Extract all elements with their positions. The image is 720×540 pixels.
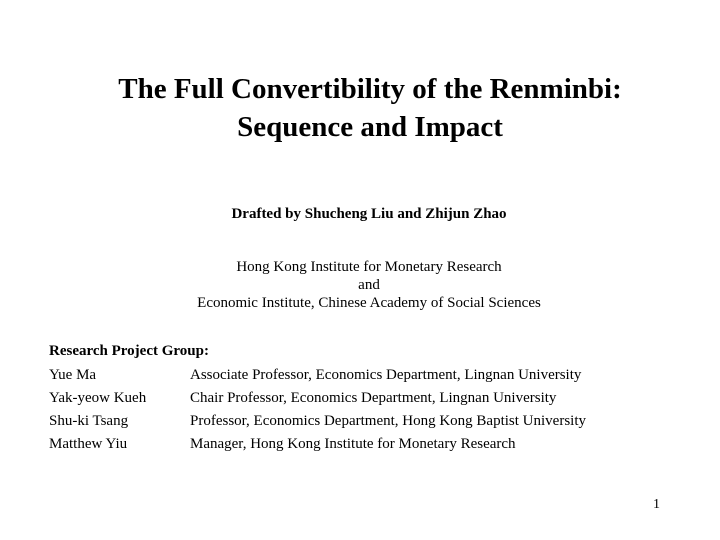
institutes-block xyxy=(0,258,720,312)
title-line-1: The Full Convertibility of the Renminbi: xyxy=(118,73,622,105)
member-row xyxy=(49,389,689,412)
member-role: Manager, Hong Kong Institute for Monetary Research xyxy=(190,436,516,452)
member-row xyxy=(49,412,689,435)
member-row xyxy=(49,435,689,458)
member-name: Matthew Yiu xyxy=(49,436,128,452)
member-name: Yue Ma xyxy=(49,367,97,383)
member-role: Associate Professor, Economics Department, Lingnan University xyxy=(190,367,582,383)
member-role: Chair Professor, Economics Department, Lingnan University xyxy=(190,390,557,406)
slide-title xyxy=(40,70,700,146)
member-role: Professor, Economics Department, Hong Kong Baptist University xyxy=(190,413,587,429)
member-name: Shu-ki Tsang xyxy=(49,413,129,429)
member-name: Yak-yeow Kueh xyxy=(49,390,147,406)
member-list xyxy=(49,366,689,458)
page-number: 1 xyxy=(653,497,660,512)
institute-hkimr: Hong Kong Institute for Monetary Research xyxy=(236,259,502,275)
title-line-2: Sequence and Impact xyxy=(237,111,503,143)
member-row xyxy=(49,366,689,389)
institute-joiner: and xyxy=(358,277,380,293)
drafted-by-line: Drafted by Shucheng Liu and Zhijun Zhao xyxy=(231,206,507,222)
research-group-heading: Research Project Group: xyxy=(49,343,209,359)
institute-cass: Economic Institute, Chinese Academy of Social Sciences xyxy=(197,295,541,311)
